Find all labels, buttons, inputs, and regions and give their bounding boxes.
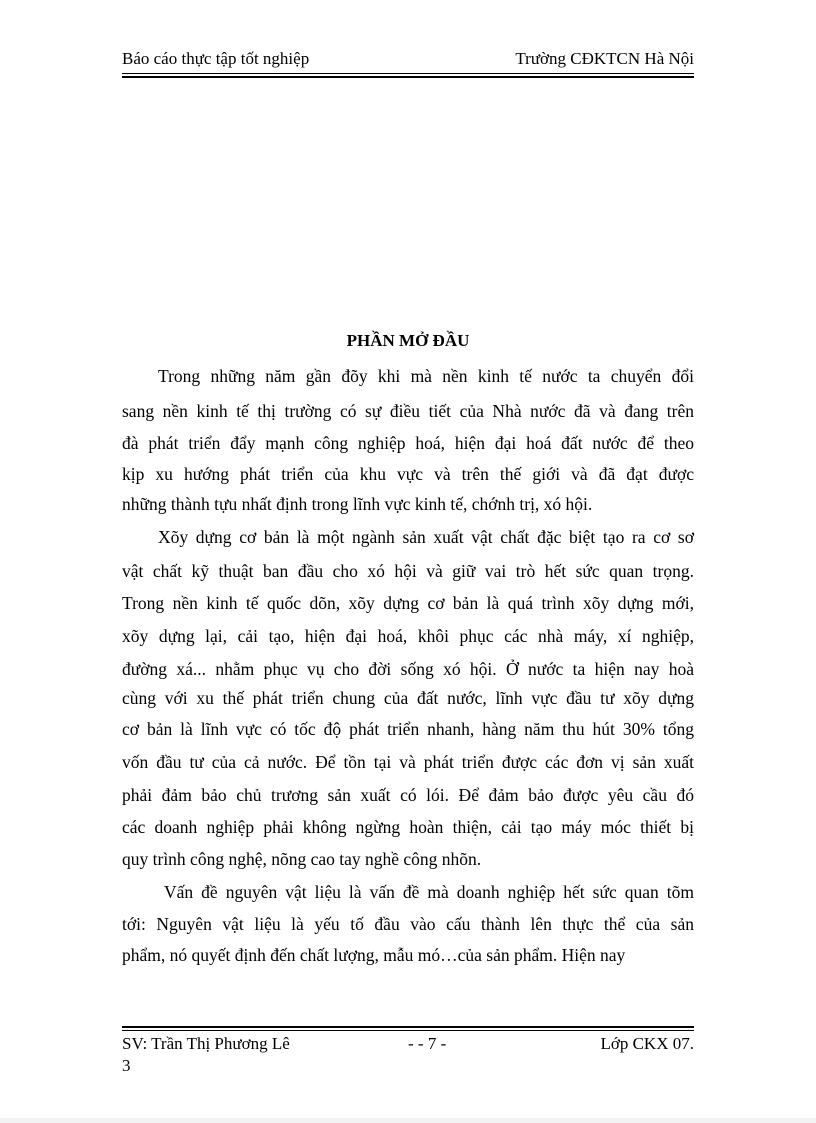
body-text-line: vốn đầu tư của cả nước. Để tồn tại và phát triển được các đơn vị sản xuất — [122, 752, 694, 772]
body-text-line: phải đảm bảo chủ trương sản xuất có lói. Để đảm bảo được yêu cầu đó — [122, 785, 694, 805]
section-title: PHẦN MỞ ĐẦU — [346, 331, 470, 350]
body-text-line: những thành tựu nhất định trong lĩnh vực kinh tế, chớnh trị, xó hội. — [122, 494, 593, 514]
footer-class-name: Lớp CKX 07. — [600, 1034, 694, 1053]
body-text-line: cơ bản là lĩnh vực có tốc độ phát triển nhanh, hàng năm thu hút 30% tổng — [122, 719, 694, 739]
footer-divider — [122, 1030, 694, 1031]
body-text-line: tới: Nguyên vật liệu là yếu tố đầu vào cấu thành lên thực thể của sản — [122, 914, 694, 934]
body-text-line: quy trình công nghệ, nõng cao tay nghề công nhõn. — [122, 849, 482, 869]
footer-divider-thick — [122, 1026, 694, 1028]
page-header — [122, 49, 694, 75]
body-text-line: vật chất kỹ thuật ban đầu cho xó hội và giữ vai trò hết sức quan trọng. — [122, 561, 694, 581]
footer-class-suffix: 3 — [122, 1056, 131, 1075]
header-report-title: Báo cáo thực tập tốt nghiệp — [122, 49, 310, 68]
page-bottom-edge — [0, 1118, 816, 1123]
body-text-line: sang nền kinh tế thị trường có sự điều tiết của Nhà nước đã và đang trên — [122, 401, 694, 421]
body-text-line: cùng với xu thế phát triển chung của đất nước, lĩnh vực đầu tư xõy dựng — [122, 688, 694, 708]
body-text-line: Xõy dựng cơ bản là một ngành sản xuất vật chất đặc biệt tạo ra cơ sơ — [158, 527, 694, 547]
body-text-line: Trong nền kinh tế quốc dõn, xõy dựng cơ bản là quá trình xõy dựng mới, — [122, 593, 694, 613]
footer-page-number: - - 7 - — [408, 1034, 447, 1053]
body-text-line: xõy dựng lại, cải tạo, hiện đại hoá, khôi phục các nhà máy, xí nghiệp, — [122, 626, 694, 646]
body-text-line: Trong những năm gần đõy khi mà nền kinh tế nước ta chuyển đổi — [158, 366, 694, 386]
body-text-line: các doanh nghiệp phải không ngừng hoàn thiện, cải tạo máy móc thiết bị — [122, 817, 694, 837]
body-text-line: kịp xu hướng phát triển của khu vực và trên thế giới và đã đạt được — [122, 464, 694, 484]
footer-student-name: SV: Trần Thị Phương Lê — [122, 1034, 290, 1053]
header-school-name: Trường CĐKTCN Hà Nội — [515, 49, 694, 68]
body-text-line: đường xá... nhằm phục vụ cho đời sống xó hội. Ở nước ta hiện nay hoà — [122, 659, 694, 679]
body-text-line: phẩm, nó quyết định đến chất lượng, mẫu mó…của sản phẩm. Hiện nay — [122, 945, 626, 965]
body-text-line: đà phát triển đẩy mạnh công nghiệp hoá, hiện đại hoá đất nước để theo — [122, 433, 694, 453]
body-text-line: Vấn đề nguyên vật liệu là vấn đề mà doanh nghiệp hết sức quan tõm — [164, 882, 694, 902]
header-divider — [122, 73, 694, 74]
header-divider-thick — [122, 76, 694, 78]
